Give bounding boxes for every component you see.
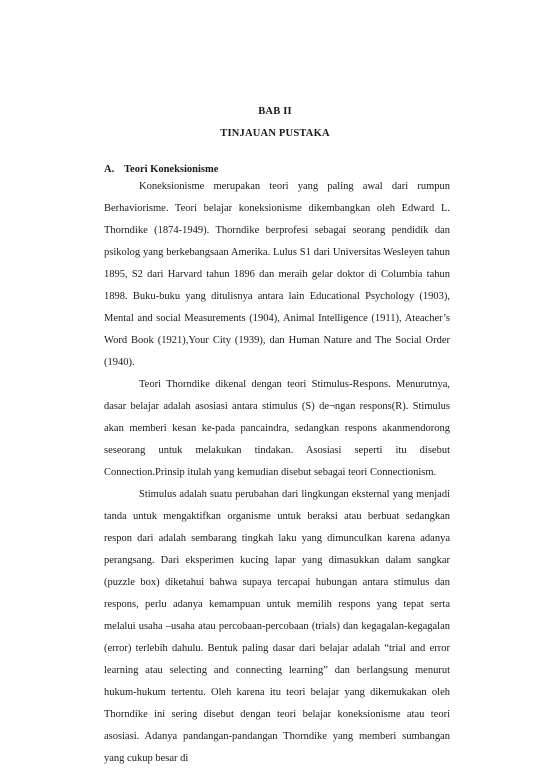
chapter-number: BAB II — [258, 106, 292, 117]
paragraph: Teori Thorndike dikenal dengan teori Stimulus-Respons. Menurutnya, dasar belajar adalah asosiasi antara stimulus (S) de¬ngan respons(R). Stimulus akan memberi kesan ke-pada pancaindra, sedangkan respons akanmendorong seseorang untuk melakukan tindakan. Asosiasi seperti itu disebut Connection.Prinsip itulah yang kemudian disebut sebagai teori Connectionism. — [104, 379, 450, 478]
paragraph: Stimulus adalah suatu perubahan dari lingkungan eksternal yang menjadi tanda untuk mengaktifkan organisme untuk beraksi atau berbuat sedangkan respon dari adalah sembarang tingkah laku yang dimunculkan karena adanya perangsang. Dari eksperimen kucing lapar yang dimasukkan dalam sangkar (puzzle box) diketahui bahwa supaya tercapai hubungan antara stimulus dan respons, perlu adanya kemampuan untuk memilih respons yang tepat serta melalui usaha –usaha atau percobaan-percobaan (trials) dan kegagalan-kegagalan (error) terlebih dahulu. Bentuk paling dasar dari belajar adalah “trial and error learning atau selecting and connecting learning” dan berlangsung menurut hukum-hukum tertentu. Oleh karena itu teori belajar yang dikemukakan oleh Thorndike ini sering disebut dengan teori belajar koneksionisme atau teori asosiasi. Adanya pandangan-pandangan Thorndike yang memberi sumbangan yang cukup besar di — [104, 489, 450, 764]
paragraph: Koneksionisme merupakan teori yang paling awal dari rumpun Berhaviorisme. Teori belajar koneksionisme dikembangkan oleh Edward L. Thorndike (1874-1949). Thorndike berprofesi sebagai seorang pendidik dan psikolog yang berkebangsaan Amerika. Lulus S1 dari Universitas Wesleyen tahun 1895, S2 dari Harvard tahun 1896 dan meraih gelar doktor di Columbia tahun 1898. Buku-buku yang ditulisnya antara lain Educational Psychology (1903), Mental and social Measurements (1904), Animal Intelligence (1911), Ateacher’s Word Book (1921),Your City (1939), dan Human Nature and The Social Order (1940). — [104, 181, 450, 368]
section-title: Teori Koneksionisme — [124, 164, 219, 175]
section-letter: A. — [104, 164, 115, 175]
section-heading — [104, 164, 218, 175]
chapter-title: TINJAUAN PUSTAKA — [220, 128, 330, 139]
body-text — [104, 176, 450, 770]
